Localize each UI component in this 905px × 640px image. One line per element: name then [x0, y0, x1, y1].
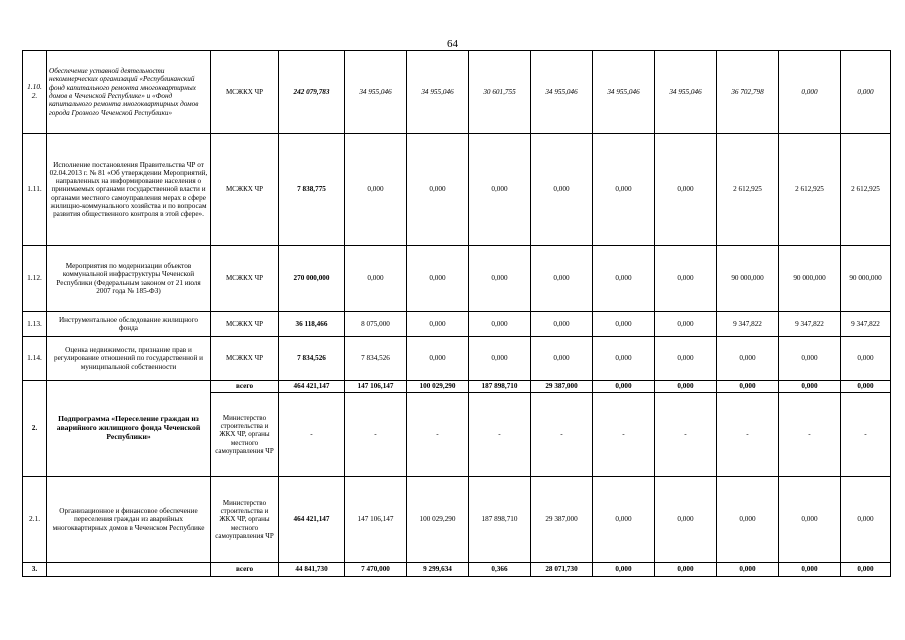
row-year-value: 0,000 [531, 312, 593, 337]
row-year-value: 29 387,000 [531, 477, 593, 563]
table-row [23, 381, 891, 393]
row-year-value: 0,000 [717, 477, 779, 563]
table-row [23, 563, 891, 577]
row-year-value: 30 601,755 [469, 51, 531, 134]
row-year-value: 9 347,822 [841, 312, 891, 337]
dash-cell: - [841, 393, 891, 477]
row-year-value: 0,000 [593, 337, 655, 381]
row-year-value: 0,000 [345, 246, 407, 312]
program-total-label: всего [211, 381, 279, 393]
row-year-value: 0,000 [593, 246, 655, 312]
table-row [23, 477, 891, 563]
row-year-value: 7 834,526 [345, 337, 407, 381]
row-year-value: 34 955,046 [407, 51, 469, 134]
row-year-value: 0,000 [531, 134, 593, 246]
row-number: 3. [23, 563, 47, 577]
row-year-value: 0,000 [407, 134, 469, 246]
row-year-value: 0,000 [407, 312, 469, 337]
row-year-value: 0,000 [655, 312, 717, 337]
program-total-year: 187 898,710 [469, 381, 531, 393]
row-year-value: 0,000 [593, 563, 655, 577]
row-year-value: 0,000 [655, 563, 717, 577]
row-executor: МСЖКХ ЧР [211, 312, 279, 337]
row-total: 464 421,147 [279, 477, 345, 563]
row-year-value: 187 898,710 [469, 477, 531, 563]
row-year-value: 0,000 [779, 337, 841, 381]
row-year-value: 0,000 [469, 134, 531, 246]
row-executor: МСЖКХ ЧР [211, 134, 279, 246]
program-total-year: 0,000 [717, 381, 779, 393]
page-number: 64 [447, 38, 458, 50]
row-year-value: 90 000,000 [717, 246, 779, 312]
row-total: 242 079,783 [279, 51, 345, 134]
row-year-value: 34 955,046 [345, 51, 407, 134]
row-year-value: 0,366 [469, 563, 531, 577]
row-number: 1.13. [23, 312, 47, 337]
row-year-value: 0,000 [531, 246, 593, 312]
dash-cell: - [531, 393, 593, 477]
row-year-value: 0,000 [779, 477, 841, 563]
row-year-value: 0,000 [779, 563, 841, 577]
program-number: 2. [23, 381, 47, 477]
program-total-year: 0,000 [841, 381, 891, 393]
row-year-value: 0,000 [469, 312, 531, 337]
row-year-value: 7 470,000 [345, 563, 407, 577]
row-year-value: 2 612,925 [841, 134, 891, 246]
row-description: Мероприятия по модернизации объектов коммунальной инфраструктуры Чеченской Республики (Федеральным законом от 21 июля 2007 года № 185-ФЗ) [47, 246, 211, 312]
row-year-value: 0,000 [841, 51, 891, 134]
row-total: 36 118,466 [279, 312, 345, 337]
row-executor: МСЖКХ ЧР [211, 246, 279, 312]
row-year-value: 34 955,046 [531, 51, 593, 134]
row-year-value: 147 106,147 [345, 477, 407, 563]
row-year-value: 100 029,290 [407, 477, 469, 563]
row-year-value: 0,000 [655, 246, 717, 312]
program-total-year: 0,000 [655, 381, 717, 393]
row-description: Обеспечение уставной деятельности некоммерческих организаций «Республиканский фонд капитального ремонта многоквартирных домов в Чеченской Республике» и «Фонд капитального ремонта многоквартирных домов города Грозного Чеченской Республики» [47, 51, 211, 134]
dash-cell: - [593, 393, 655, 477]
row-year-value: 0,000 [655, 337, 717, 381]
row-description: Оценка недвижимости, признание прав и регулирование отношений по государственной и муниципальной собственности [47, 337, 211, 381]
row-year-value: 0,000 [717, 337, 779, 381]
row-executor: МСЖКХ ЧР [211, 51, 279, 134]
row-year-value: 0,000 [469, 246, 531, 312]
dash-cell: - [407, 393, 469, 477]
row-year-value: 8 075,000 [345, 312, 407, 337]
dash-cell: - [469, 393, 531, 477]
table-row [23, 246, 891, 312]
program-total-year: 29 387,000 [531, 381, 593, 393]
row-year-value: 0,000 [841, 477, 891, 563]
row-description: Исполнение постановления Правительства ЧР от 02.04.2013 г. № 81 «Об утверждении Мероприятий, направленных на информирование населения о принимаемых органами государственной власти и органами местного самоуправления мерах в сфере жилищно-коммунального хозяйства и по вопросам развития общественного контроля в этой сфере». [47, 134, 211, 246]
row-year-value: 9 347,822 [779, 312, 841, 337]
row-year-value: 0,000 [717, 563, 779, 577]
row-executor: МСЖКХ ЧР [211, 337, 279, 381]
row-year-value: 2 612,925 [717, 134, 779, 246]
row-year-value: 90 000,000 [779, 246, 841, 312]
row-number: 1.11. [23, 134, 47, 246]
row-year-value: 9 347,822 [717, 312, 779, 337]
row-description [47, 563, 211, 577]
program-title: Подпрограмма «Переселение граждан из аварийного жилищного фонда Чеченской Республики» [47, 381, 211, 477]
program-total-year: 100 029,290 [407, 381, 469, 393]
row-year-value: 36 702,798 [717, 51, 779, 134]
row-year-value: 34 955,046 [655, 51, 717, 134]
row-executor: Министерство строительства и ЖКХ ЧР, органы местного самоуправления ЧР [211, 477, 279, 563]
program-executor: Министерство строительства и ЖКХ ЧР, органы местного самоуправления ЧР [211, 393, 279, 477]
dash-cell: - [717, 393, 779, 477]
row-year-value: 0,000 [469, 337, 531, 381]
program-total-year: 0,000 [593, 381, 655, 393]
table-row [23, 312, 891, 337]
program-total: 464 421,147 [279, 381, 345, 393]
row-total: 44 841,730 [279, 563, 345, 577]
row-description: Инструментальное обследование жилищного фонда [47, 312, 211, 337]
table-row [23, 134, 891, 246]
dash-cell: - [279, 393, 345, 477]
row-description: Организационное и финансовое обеспечение переселения граждан из аварийных многоквартирных домов в Чеченском Республике [47, 477, 211, 563]
row-total-label: всего [211, 563, 279, 577]
row-year-value: 0,000 [655, 134, 717, 246]
row-number: 1.10. 2. [23, 51, 47, 134]
row-year-value: 34 955,046 [593, 51, 655, 134]
row-number: 1.14. [23, 337, 47, 381]
row-year-value: 90 000,000 [841, 246, 891, 312]
row-number: 2.1. [23, 477, 47, 563]
row-year-value: 0,000 [841, 563, 891, 577]
table-row [23, 337, 891, 381]
row-year-value: 0,000 [407, 246, 469, 312]
row-year-value: 0,000 [407, 337, 469, 381]
row-year-value: 0,000 [779, 51, 841, 134]
row-year-value: 28 071,730 [531, 563, 593, 577]
row-year-value: 9 299,634 [407, 563, 469, 577]
row-year-value: 0,000 [841, 337, 891, 381]
row-year-value: 0,000 [593, 312, 655, 337]
budget-table [22, 50, 891, 577]
row-total: 270 000,000 [279, 246, 345, 312]
table-row [23, 51, 891, 134]
dash-cell: - [345, 393, 407, 477]
row-number: 1.12. [23, 246, 47, 312]
program-total-year: 0,000 [779, 381, 841, 393]
row-year-value: 0,000 [531, 337, 593, 381]
program-total-year: 147 106,147 [345, 381, 407, 393]
row-year-value: 0,000 [593, 134, 655, 246]
row-year-value: 0,000 [593, 477, 655, 563]
row-total: 7 834,526 [279, 337, 345, 381]
row-year-value: 0,000 [655, 477, 717, 563]
row-year-value: 0,000 [345, 134, 407, 246]
row-year-value: 2 612,925 [779, 134, 841, 246]
dash-cell: - [655, 393, 717, 477]
row-total: 7 838,775 [279, 134, 345, 246]
dash-cell: - [779, 393, 841, 477]
